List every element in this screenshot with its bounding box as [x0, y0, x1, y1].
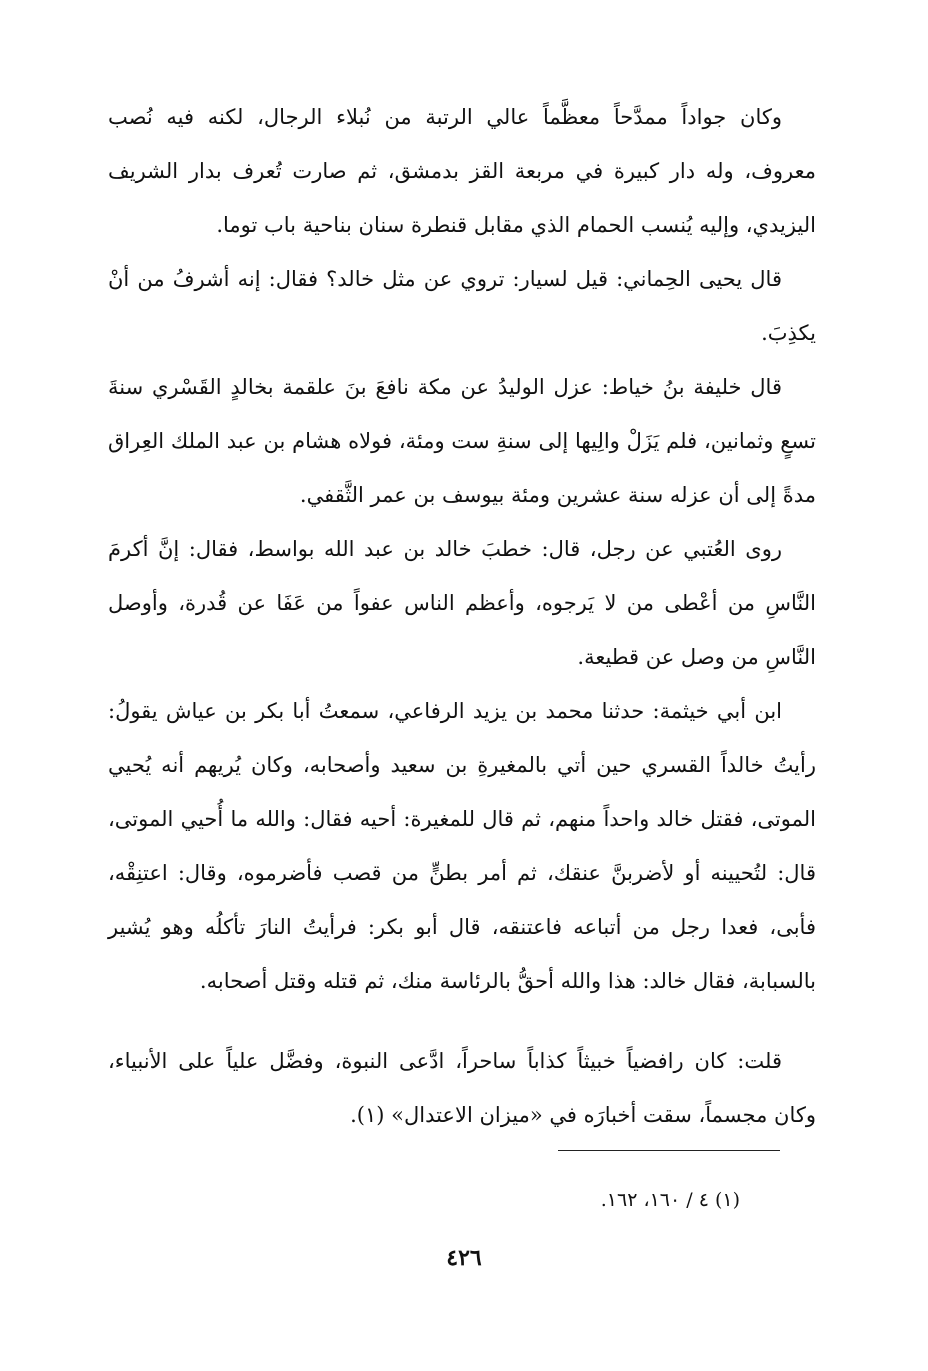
paragraph-author-comment — [108, 1034, 816, 1142]
page-number: ٤٢٦ — [446, 1245, 482, 1271]
paragraph-text: ابن أبي خيثمة: حدثنا محمد بن يزيد الرفاعي، سمعتُ أبا بكر بن عياش يقولُ: رأيتُ خالداً القسري حين أتي بالمغيرةِ بن سعيد وأصحابه، وكان يُريهم أنه يُحيي الموتى، فقتل خالد واحداً منهم، ثم قال للمغيرة: أحيه فقال: والله ما أُحيي الموتى، قال: لتُحيينه أو لأضربنَّ عنقك، ثم أمر بطنٍّ من قصب فأضرموه، وقال: اعتنِقْه، فأبى، فعدا رجل من أتباعه فاعتنقه، قال أبو بكر: فرأيتُ النارَ تأكلُه وهو يُشير بالسبابة، فقال خالد: هذا والله أحقُّ بالرئاسة منك، ثم قتله وقتل أصحابه. — [108, 699, 816, 993]
paragraph-text: قال يحيى الحِماني: قيل لسيار: تروي عن مثل خالد؟ فقال: إنه أشرفُ من أنْ يكذِبَ. — [108, 267, 816, 345]
paragraph-utbi-sermon — [108, 522, 816, 684]
footnote-divider — [558, 1150, 780, 1151]
paragraph-text: قلت: كان رافضياً خبيثاً كذاباً ساحراً، ادَّعى النبوة، وفضَّل علياً على الأنبياء، وكان مجسماً، سقت أخبارَه في «ميزان الاعتدال» (١). — [108, 1049, 816, 1127]
paragraph-khalifa-ibn-khayyat — [108, 360, 816, 522]
paragraph-khalid-generosity — [108, 90, 816, 252]
footnote: (١) ٤ / ١٦٠، ١٦٢. — [600, 1189, 740, 1211]
paragraph-ibn-abi-khaythama — [108, 684, 816, 1008]
paragraph-text: وكان جواداً ممدَّحاً معظَّماً عالي الرتبة من نُبلاء الرجال، لكنه فيه نُصب معروف، وله دار كبيرة في مربعة القز بدمشق، ثم صارت تُعرف بدار الشريف اليزيدي، وإليه يُنسب الحمام الذي مقابل قنطرة سنان بناحية باب توما. — [108, 105, 816, 237]
paragraph-text: قال خليفة بنُ خياط: عزل الوليدُ عن مكة نافعَ بنَ علقمة بخالدٍ القَسْري سنةَ تسعٍ وثمانين، فلم يَزَلْ والِيها إلى سنةِ ست ومئة، فولاه هشام بن عبد الملك العِراق مدةً إلى أن عزله سنة عشرين ومئة بيوسف بن عمر الثَّقفي. — [108, 375, 816, 507]
paragraph-yahya-himmani — [108, 252, 816, 360]
paragraph-text: روى العُتبي عن رجل، قال: خطبَ خالد بن عبد الله بواسط، فقال: إنَّ أكرمَ النَّاسِ من أعْطى من لا يَرجوه، وأعظم الناس عفواً من عَفَا عن قُدرة، وأوصل النَّاسِ من وصل عن قطيعة. — [108, 537, 816, 669]
